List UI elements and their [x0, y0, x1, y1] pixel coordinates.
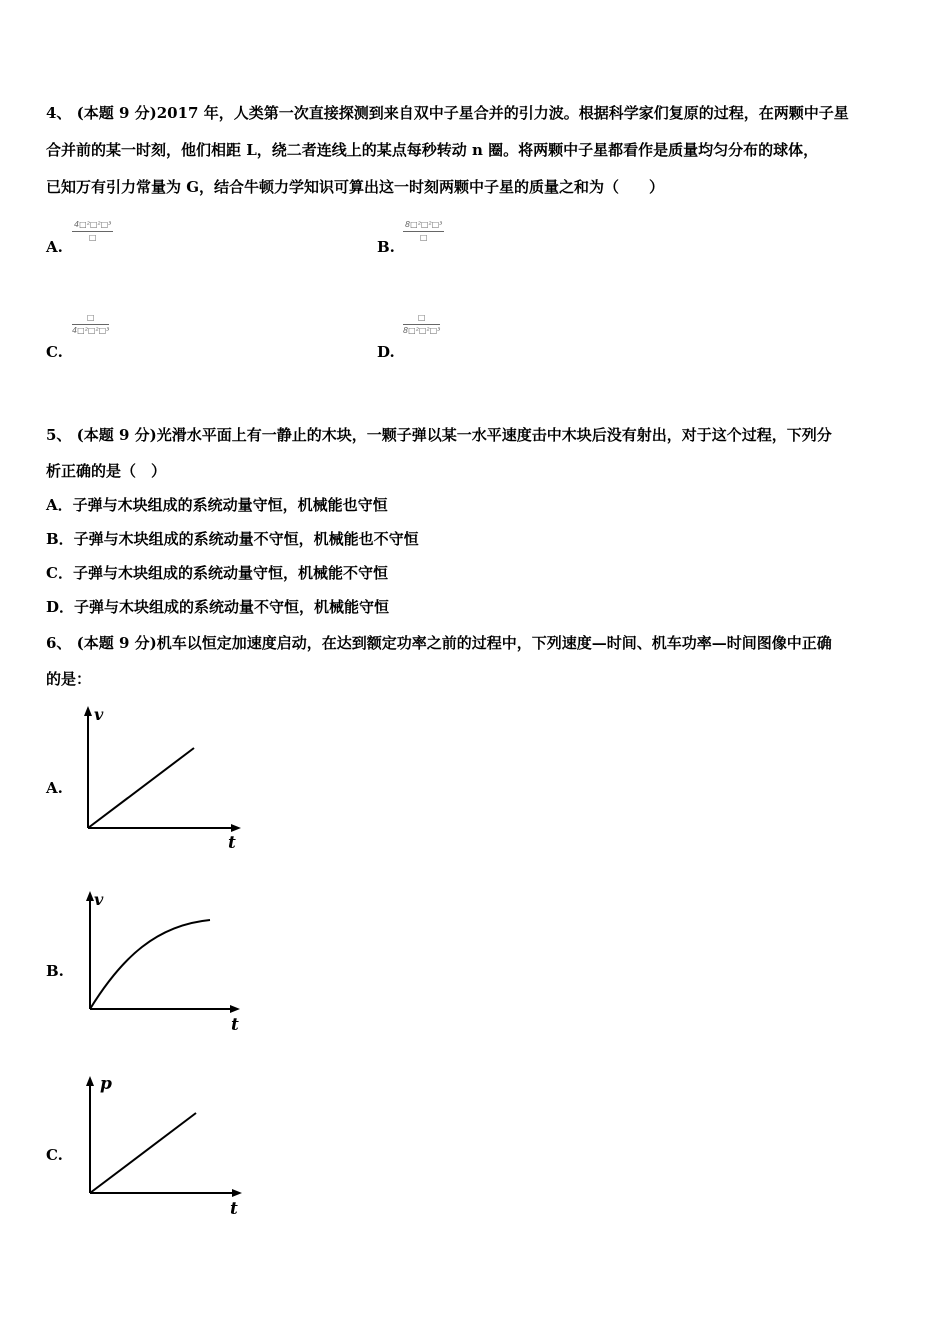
- q4-option-c-formula: [72, 313, 109, 336]
- q4-option-c-label: C.: [46, 343, 63, 361]
- y-axis-arrow: [84, 706, 92, 716]
- velocity-curve: [90, 920, 210, 1009]
- q4-stem-line-2: 合并前的某一时刻，他们相距 L，绕二者连线上的某点每秒转动 n 圈。将两颗中子星都看作是质量均匀分布的球体，: [46, 141, 819, 159]
- q6-stem-line-1: 6、 (本题 9 分)机车以恒定加速度启动，在达到额定功率之前的过程中，下列速度—时间、机车功率—时间图像中正确: [46, 634, 832, 652]
- x-axis-label: t: [231, 1015, 239, 1035]
- x-axis-label: t: [228, 833, 236, 853]
- y-axis-arrow: [86, 891, 94, 901]
- q5-stem-line-1: 5、 (本题 9 分)光滑水平面上有一静止的木块，一颗子弹以某一水平速度击中木块后没有射出，对于这个过程，下列分: [46, 426, 832, 444]
- formula-denominator: □: [72, 231, 113, 243]
- y-axis-label: v: [94, 705, 104, 724]
- x-axis-arrow: [232, 1189, 242, 1197]
- q5-option-c: C．子弹与木块组成的系统动量守恒，机械能不守恒: [46, 564, 388, 582]
- formula-denominator: 8□²□²□³: [403, 326, 441, 335]
- q4-stem-line-3: 已知万有引力常量为 G，结合牛顿力学知识可算出这一时刻两颗中子星的质量之和为（ ）: [46, 178, 665, 196]
- y-axis-label: v: [94, 890, 104, 909]
- formula-denominator: □: [403, 231, 444, 243]
- q6-option-b-label: B.: [46, 962, 64, 980]
- formula-numerator: □: [417, 313, 426, 322]
- formula-numerator: □: [86, 313, 95, 322]
- q5-option-b: B．子弹与木块组成的系统动量不守恒，机械能也不守恒: [46, 530, 419, 548]
- q5-stem-line-2: 析正确的是（ ）: [46, 462, 167, 480]
- y-axis-label: p: [100, 1074, 112, 1094]
- velocity-line: [88, 748, 194, 828]
- q6-graph-c: [72, 1070, 252, 1220]
- q5-option-d: D．子弹与木块组成的系统动量不守恒，机械能守恒: [46, 598, 390, 616]
- q4-option-b-label: B.: [377, 238, 395, 256]
- q6-option-a-label: A.: [46, 779, 63, 797]
- q4-option-d-label: D.: [377, 343, 395, 361]
- q6-stem-line-2: 的是：: [46, 670, 92, 688]
- x-axis-arrow: [231, 824, 241, 832]
- y-axis-arrow: [86, 1076, 94, 1086]
- q6-option-c-label: C.: [46, 1146, 63, 1164]
- q4-option-b-formula: [403, 220, 444, 243]
- formula-numerator: 8□²□²□³: [405, 220, 443, 229]
- q4-stem-line-1: 4、 (本题 9 分)2017 年，人类第一次直接探测到来自双中子星合并的引力波。根据科学家们复原的过程，在两颗中子星: [46, 104, 849, 122]
- x-axis-arrow: [230, 1005, 240, 1013]
- x-axis-label: t: [230, 1199, 238, 1219]
- q6-graph-b: [72, 885, 252, 1035]
- q4-option-a-formula: [72, 220, 113, 243]
- q4-option-a-label: A.: [46, 238, 63, 256]
- q5-option-a: A．子弹与木块组成的系统动量守恒，机械能也守恒: [46, 496, 388, 514]
- formula-numerator: 4□²□²□³: [74, 220, 112, 229]
- power-line: [90, 1113, 196, 1193]
- q4-option-d-formula: [403, 313, 440, 336]
- formula-denominator: 4□²□²□³: [72, 326, 110, 335]
- q6-graph-a: [70, 700, 250, 855]
